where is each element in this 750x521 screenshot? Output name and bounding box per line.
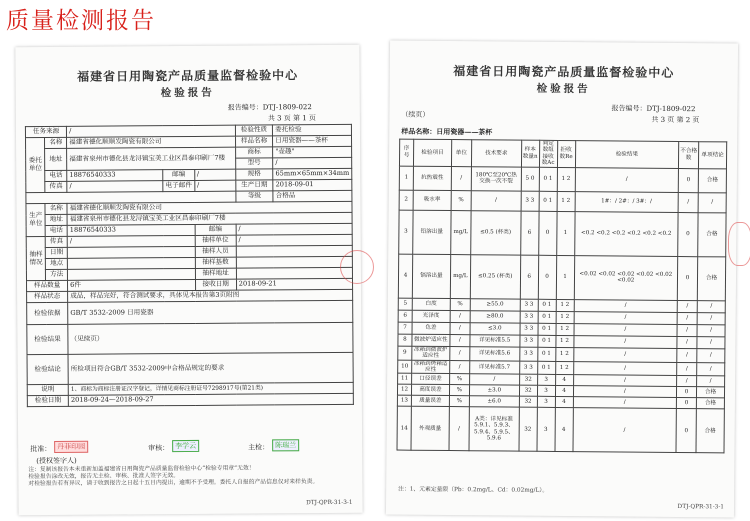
cell-unit: % [451,190,471,210]
label: 商标 [235,147,273,158]
cell-re: 1 2 [556,323,574,335]
cell-bad: / [677,324,697,336]
label: 说明 [27,384,68,395]
cell-res: / [573,408,677,453]
column-header: 单位 [451,140,471,167]
label: 检验结论 [27,354,68,384]
value: / [67,125,236,137]
cell-unit: mg/L [451,210,471,254]
cell-req: A类：详见标准5.9.1、5.9.3、5.9.4、5.9.5、5.9.6 [469,407,519,451]
cell-unit: / [449,360,469,374]
value: 合格品 [273,190,352,202]
cell-item: 吸水率 [413,190,451,210]
value: 福建省泉州市德化县龙浔镇宝美工业区昌泰印刷厂7楼 [67,147,236,170]
value: 18876540333 [67,224,195,236]
cell-no: 12 [397,384,411,395]
cell-no: 6 [398,310,412,322]
review-signature: 李学云 [172,440,199,452]
cell-no: 8 [398,334,412,346]
column-header: 检验结果 [575,141,679,169]
cell-unit: / [450,310,470,322]
value: 2018-09-01 [273,179,352,191]
label: 等级 [236,191,274,202]
cell-unit: / [449,407,469,451]
label: 邮编 [195,224,236,235]
cell-ac: 3 [537,397,555,408]
cell-req: 详见标准5.5 [470,334,520,346]
column-header: 单项结论 [699,142,727,169]
value: / [194,180,235,191]
cell-no: 4 [398,254,412,298]
cell-ac: 3 [537,408,555,452]
label: 检验结果 [27,324,68,354]
seal-stamp [340,250,374,284]
label: 生产单位 [26,204,46,237]
info-table [25,124,354,407]
cell-item: 质量误差 [411,396,449,407]
center-title: 福建省日用陶瓷产品质量监督检验中心 [453,64,675,80]
cell-unit: / [451,166,471,190]
table-row [399,190,726,213]
cell-con: 合格 [696,409,724,453]
value: 6件 [68,279,196,291]
cell-con: 合格 [698,212,726,256]
cell-unit: % [449,396,469,407]
cell-res: / [574,323,678,336]
cell-n: 32 [519,397,537,408]
label: 抽样地址 [195,268,236,279]
sample-name: 样品名称：日用瓷器——茶杯 [401,126,493,137]
value: 福建省德化顺顺发陶瓷有限公司 [67,201,352,214]
cell-n: 3 3 [521,191,539,211]
column-header: 序号 [399,139,413,166]
label: 电子邮件 [163,180,194,191]
cell-con: 合格 [697,256,725,300]
label: 电话 [46,225,68,236]
cell-ac: 0 [538,211,556,255]
label: 邮编 [163,169,194,180]
cell-re: 1 2 [556,299,574,311]
page-info: 共 3 页 第 1 页 [267,114,316,123]
label: 传真 [46,236,68,247]
column-header: 样本数量n [521,140,539,167]
label: 名称 [45,137,67,148]
report-page-2 [386,40,738,517]
label: 检验依据 [27,302,68,324]
value: 1、商标为商标注册证汉字登记，详情见商标注册证号7298917号(第21类) [68,382,353,395]
cell-con: / [697,300,725,312]
cell-bad: 0 [678,168,698,192]
value: 福建省泉州市德化县龙浔镇宝美工业区昌泰印刷厂7楼 [67,212,352,225]
label: 检验性质 [235,125,273,136]
value: 18876540333 [67,170,163,182]
label: 规格 [235,169,273,180]
label: 地址 [45,148,67,170]
value: 所检项目符合GB/T 3532-2009中合格品规定的要求 [68,352,353,384]
cell-bad: / [677,336,697,348]
column-header: 检验项目 [413,139,451,166]
cell-ac: 0 1 [538,323,556,335]
cell-req: 180℃至20℃热交换一次不裂 [471,166,521,190]
value: 2018-09-21 [236,278,352,290]
continued-label: （续页） [401,110,430,119]
approve-signature: 丹菲印园 [54,441,88,453]
cell-n: 3 3 [520,323,538,335]
cell-res: / [575,167,679,192]
cell-item: 铅溶出量 [413,210,451,254]
report-page-1 [15,45,362,515]
cell-re: 1 2 [556,311,574,323]
cell-item: 光泽度 [412,310,450,322]
inspect-label: 主检： [248,443,270,452]
cell-req: / [469,374,519,385]
cell-n: 3 3 [520,299,538,311]
form-code: DTJ-QPR-31-3-1 [677,503,725,511]
value: / [236,234,352,246]
cell-no: 3 [399,210,413,254]
footnote: 注：1、元素定量限（Pb：0.2mg/L、Cd：0.02mg/L）。 [398,486,549,494]
cell-unit: / [450,346,470,360]
cell-con: 合格 [698,168,726,192]
label: 生产日期 [236,180,274,191]
approve-label: 批准： [30,444,52,454]
label: 电话 [45,170,67,181]
cell-con: / [697,324,725,336]
cell-no: 1 [399,166,413,190]
cell-ac: 0 1 [538,311,556,323]
cell-n: 32 [519,386,537,397]
cell-bad: / [678,192,698,212]
cell-req: 详见标准5.7 [469,360,519,374]
value: 福建省德化顺顺发陶瓷有限公司 [67,136,236,148]
cell-no: 2 [399,190,413,210]
cell-n: 3 3 [519,347,537,361]
value: "壶趣" [273,146,352,158]
label: 检验日期 [27,395,68,406]
cell-res: / [573,361,677,376]
cell-res: / [574,299,678,312]
cell-n: 6 [520,255,538,299]
table-row [399,210,726,257]
cell-bad: / [677,362,697,376]
cell-req: ≤0.25 (杯类) [470,254,520,298]
cell-res: / [574,311,678,324]
cell-n: 32 [519,408,537,452]
label: 抽样人员 [195,246,236,257]
column-header: 判定数组 接收数Ac [539,140,557,167]
cell-item: 白度 [412,298,450,310]
value: / [194,169,235,180]
results-table [396,139,727,454]
cell-item: 色差 [412,322,450,334]
cell-n: 5 0 [521,167,539,191]
cell-res: <0.02 <0.02 <0.02 <0.02 <0.02 <0.02 [574,255,678,300]
cell-item: 冰箱到微波炉适应性 [412,346,450,360]
cell-item: 抗热震性 [413,166,451,190]
report-number: 报告编号：DTJ-1809-022 [227,103,312,112]
label: 方法 [46,269,68,280]
cell-item: 微波炉适应性 [412,334,450,346]
cell-bad: / [677,312,697,324]
report-title: 检验报告 [536,82,591,96]
cell-bad: / [677,300,697,312]
label: 传真 [45,181,67,192]
cell-unit: mg/L [450,254,470,298]
cell-con: / [697,362,725,376]
cell-no: 10 [398,360,412,374]
seal-stamp [728,222,750,266]
cell-ac: 0 1 [538,335,556,347]
cell-item: 高度误差 [411,385,449,396]
cell-res: 1#：/ 2#：/ 3#：/ [575,191,679,212]
value: 2018-09-24—2018-09-27 [68,393,353,406]
page-info: 共 3 页 第 2 页 [651,115,700,125]
authorized-label: (授权签字人) [36,456,77,466]
cell-n: 32 [519,375,537,386]
value: / [273,157,352,169]
cell-con: 合格 [696,398,724,409]
review-label: 审核： [148,444,170,453]
label: 地点 [46,258,68,269]
form-code: DTJ-QPR-31-3-1 [306,499,353,506]
cell-res: / [573,375,677,387]
cell-ac: 0 1 [537,347,555,361]
cell-unit: / [450,334,470,346]
cell-ac: 0 [538,255,556,299]
cell-con: / [697,336,725,348]
cell-re: 4 [555,386,573,397]
label: 抽样基数 [195,257,236,268]
cell-no: 5 [398,298,412,310]
label: 样品状态 [27,291,68,302]
cell-unit: % [450,298,470,310]
value: GB/T 3532-2009 日用瓷器 [68,300,353,324]
cell-req: ≥55.0 [470,298,520,310]
column-header: 拒收数Re [557,140,575,167]
value: 委托检验 [273,124,352,136]
cell-req: ±3.0 [469,385,519,396]
cell-no: 7 [398,322,412,334]
cell-bad: 0 [676,398,696,409]
cell-n: 3 3 [520,335,538,347]
cell-re: 1 2 [555,335,573,347]
cell-con: / [697,348,725,362]
inspect-signature: 陈瑞兰 [272,439,299,451]
column-header: 不合格数 [679,142,699,169]
cell-bad: 0 [677,387,697,398]
cell-item: 外观质量 [411,407,449,451]
cell-req: ≤0.5 (杯类) [471,210,521,254]
label: 接收日期 [195,279,236,290]
cell-req: / [471,190,521,210]
cell-no: 9 [398,346,412,360]
cell-ac: 3 [537,375,555,386]
cell-req: ±6.0 [469,396,519,407]
cell-re: 1 2 [557,167,575,191]
cell-req: ≤3.0 [470,322,520,334]
cell-res: / [573,347,677,362]
cell-con: 合格 [696,387,724,398]
table-row [398,254,725,301]
cell-ac: 0 1 [539,167,557,191]
label: 样品名称 [235,136,273,147]
label: 任务来源 [25,126,66,137]
cell-ac: 0 1 [539,191,557,211]
label: 样品数量 [27,280,68,291]
label: 型号 [235,158,273,169]
cell-res: / [573,397,677,409]
cell-con: / [697,312,725,324]
cell-bad: / [677,348,697,362]
label: 委托单位 [26,138,46,193]
report-number: 报告编号：DTJ-1809-022 [611,104,696,114]
cell-item: 冰箱到烤箱适应性 [412,360,450,374]
cell-ac: 0 1 [537,361,555,375]
report-banner: 质量检测报告 [6,8,156,34]
cell-ac: 3 [537,386,555,397]
cell-req: 详见标准5.6 [470,346,520,360]
cell-bad: 0 [676,409,696,453]
cell-re: 1 2 [555,361,573,375]
value: / [236,223,352,235]
value: 日用瓷器——茶杯 [273,135,352,147]
footnote: 注：复制该报告本未重新加盖福建省日用陶瓷产品质量监督检验中心“检验专用章”无效！ 检验报告涂改无效，报告无主检、审核、批准人签字无效。 对检验报告若有异议，请于收到报告之日起十五日内提出，逾期不予受理。委托人自报的产品信息仅对来样负责。 [28,465,319,488]
label: 地址 [45,214,67,225]
cell-no: 11 [398,373,412,384]
cell-ac: 0 1 [538,299,556,311]
cell-con: / [698,192,726,212]
cell-n: 6 [520,211,538,255]
report-title: 检验报告 [160,86,215,99]
table-row [397,406,724,453]
cell-re: 4 [555,375,573,386]
cell-con: / [697,376,725,387]
cell-re: 1 2 [557,191,575,211]
cell-bad: / [677,376,697,387]
cell-no: 13 [397,395,411,406]
label: 抽样情况 [26,237,46,281]
cell-re: 4 [555,408,573,452]
cell-res: <0.2 <0.2 <0.2 <0.2 <0.2 <0.2 [574,211,678,256]
table-row [399,166,726,193]
column-header: 技术要求 [471,140,521,167]
value: 65mm×65mm×34mm [273,168,352,180]
value: 成品，样品完好，符合测试要求，具体见本报告第3页附图 [68,289,353,302]
cell-req: ≥80.0 [470,310,520,322]
cell-re: 1 [556,255,574,299]
label: 抽样单位 [195,235,236,246]
cell-no: 14 [397,406,411,450]
cell-unit: % [449,374,469,385]
cell-re: 1 [556,211,574,255]
center-title: 福建省日用陶瓷产品质量监督检验中心 [77,68,299,84]
cell-n: 3 3 [519,361,537,375]
cell-item: 镉溶出量 [412,254,450,298]
cell-bad: 0 [677,256,697,300]
cell-unit: / [450,322,470,334]
cell-res: / [573,335,677,348]
value: / [67,235,195,247]
cell-n: 3 3 [520,311,538,323]
cell-re: 4 [555,397,573,408]
value: （见续页） [68,322,353,354]
cell-unit: % [449,385,469,396]
cell-re: 1 2 [555,347,573,361]
label: 日期 [46,247,68,258]
cell-bad: 0 [678,212,698,256]
cell-item: 口径误差 [412,374,450,385]
label: 名称 [45,203,67,214]
value: / [67,181,163,193]
cell-res: / [573,386,677,398]
